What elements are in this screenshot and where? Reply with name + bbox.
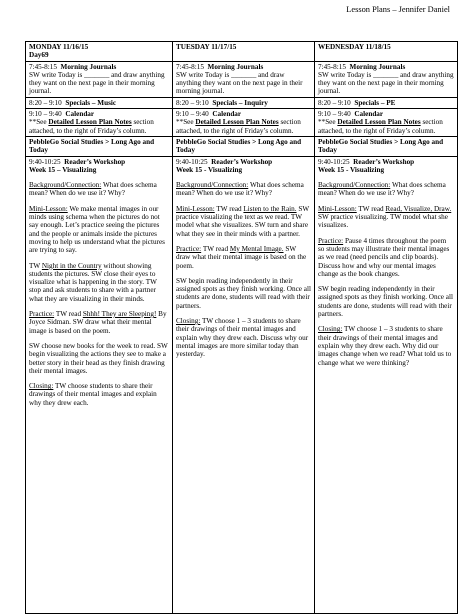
readers-workshop-cell bbox=[26, 156, 173, 613]
morning-journals-cell bbox=[26, 61, 173, 97]
notes-link: Detailed Lesson Plan Notes bbox=[337, 118, 421, 127]
page-header: Lesson Plans – Jennifer Daniel bbox=[346, 5, 450, 14]
label: Morning Journals bbox=[349, 62, 406, 71]
day-header-wednesday bbox=[315, 42, 458, 62]
mini-label: Mini-Lesson: bbox=[176, 204, 215, 213]
practice-text: SW draw what their mental image is based on the poem. bbox=[176, 244, 307, 270]
practice-label: Practice: bbox=[176, 244, 202, 253]
practice-prefix: TW read bbox=[202, 244, 229, 253]
calendar-cell bbox=[173, 109, 315, 137]
practice-label: Practice: bbox=[318, 236, 344, 245]
lesson-plan-table bbox=[25, 41, 458, 614]
notes-prefix: **See bbox=[176, 118, 194, 127]
mini-label: Mini-Lesson: bbox=[29, 204, 68, 213]
time: 9:10 – 9:40 bbox=[29, 110, 62, 119]
morning-journals-cell bbox=[315, 61, 458, 97]
day-header-monday bbox=[26, 42, 173, 62]
closing-label: Closing: bbox=[29, 382, 54, 391]
time: 8:20 – 9:10 bbox=[176, 98, 209, 107]
week: Week 15 - Visualizing bbox=[318, 165, 385, 174]
sw-text: SW begin reading independently in their assigned spots as they finish working. Once all students are done, students will read with their partners. bbox=[318, 285, 453, 319]
calendar-cell bbox=[315, 109, 458, 137]
practice-book: My Mental Image. bbox=[229, 244, 284, 253]
label: Specials – Inquiry bbox=[212, 98, 268, 107]
pebblego-text: PebbleGo Social Studies > Long Ago and Today bbox=[29, 137, 155, 155]
time: 8:20 – 9:10 bbox=[318, 98, 351, 107]
pebblego-text: PebbleGo Social Studies > Long Ago and Today bbox=[318, 137, 444, 155]
bg-text: What does schema mean? When do we use it? Why? bbox=[318, 181, 446, 198]
practice-book: Shhh! They are Sleeping! bbox=[82, 310, 157, 319]
tw-text: without showing students the pictures. SW close their eyes to visualize what is happening in the story. TW stop and ask students to share with a partner what they are visualizing in their minds. bbox=[29, 261, 157, 303]
bg-text: What does schema mean? When do we use it? Why? bbox=[29, 181, 157, 198]
bg-label: Background/Connection: bbox=[176, 181, 249, 190]
week: Week 15 - Visualizing bbox=[176, 165, 243, 174]
pebblego-cell bbox=[315, 136, 458, 156]
readers-workshop-cell bbox=[173, 156, 315, 613]
mini-prefix: TW read bbox=[216, 204, 242, 213]
day-title: TUESDAY 11/17/15 bbox=[176, 43, 237, 51]
week: Week 15 – Visualizing bbox=[29, 165, 97, 174]
readers-workshop-cell bbox=[315, 156, 458, 613]
specials-cell bbox=[173, 97, 315, 108]
practice-text: By Joyce Sidman. SW draw what their mental image is based on the poem. bbox=[29, 310, 167, 335]
mini-text: SW practice visualizing the text as we read. TW model what she visualizes. SW turn and share what they see in their minds with a partner. bbox=[176, 204, 309, 238]
mini-prefix: TW read bbox=[358, 204, 384, 213]
pebblego-cell bbox=[173, 136, 315, 156]
label: Reader’s Workshop bbox=[64, 157, 126, 166]
text: SW write Today is _______ and draw anything they want on the next page in their morning journal. bbox=[318, 70, 454, 96]
time: 9:40-10:25 bbox=[176, 157, 208, 166]
practice-text: Pause 4 times throughout the poem so students may illustrate their mental images as we read (need pencils and clip boards). Discuss how and why our mental images change as the book changes. bbox=[318, 236, 450, 278]
pebblego-text: PebbleGo Social Studies > Long Ago and Today bbox=[176, 137, 302, 155]
notes-prefix: **See bbox=[318, 118, 336, 127]
mini-book: Read, Visualize, Draw. bbox=[385, 204, 452, 213]
label: Calendar bbox=[65, 110, 95, 119]
label: Calendar bbox=[354, 110, 384, 119]
notes-prefix: **See bbox=[29, 118, 47, 127]
text: SW write Today is _______ and draw anything they want on the next page in their morning journal. bbox=[29, 70, 165, 96]
mini-label: Mini-Lesson: bbox=[318, 204, 357, 213]
time: 9:40-10:25 bbox=[318, 157, 350, 166]
closing-label: Closing: bbox=[176, 317, 201, 326]
closing-text: TW choose 1 – 3 students to share their drawings of their mental images and explain why they drew each. Discuss why our mental images are more similar today than yesterday. bbox=[176, 317, 309, 359]
label: Reader’s Workshop bbox=[211, 157, 273, 166]
mini-text: SW practice visualizing. TW model what she visualizes. bbox=[318, 213, 448, 230]
day-title: WEDNESDAY 11/18/15 bbox=[318, 43, 391, 51]
sw-text: SW choose new books for the week to read. SW begin visualizing the actions they see to make a better story in their head as they finish drawing their mental images. bbox=[29, 341, 168, 375]
mini-text: We make mental images in our minds using schema when the pictures do not say enough. Let’s practice seeing the pictures and the people or animals inside the pictures moving to help us understand what the pictures are trying to say. bbox=[29, 204, 165, 255]
label: Calendar bbox=[212, 110, 242, 119]
time: 9:40-10:25 bbox=[29, 157, 61, 166]
notes-text: section attached, to the right of Friday’s column. bbox=[318, 118, 443, 135]
time: 9:10 – 9:40 bbox=[318, 110, 351, 119]
text: SW write Today is _______ and draw anything they want on the next page in their morning journal. bbox=[176, 70, 303, 96]
label: Specials – PE bbox=[354, 98, 396, 107]
notes-text: section attached, to the right of Friday’s column. bbox=[29, 118, 154, 135]
time: 7:45-8:15 bbox=[318, 62, 346, 71]
label: Morning Journals bbox=[207, 62, 264, 71]
closing-text: TW choose 1 – 3 students to share their drawings of their mental images and explain why they drew each. Why did our images change when we read? What told us to change what we were thinking? bbox=[318, 325, 452, 367]
tw-book: Night in the Country bbox=[41, 261, 102, 270]
calendar-cell bbox=[26, 109, 173, 137]
time: 7:45-8:15 bbox=[176, 62, 204, 71]
closing-text: TW choose students to share their drawings of their mental images and explain why they drew each. bbox=[29, 382, 157, 407]
day-number: Day69 bbox=[29, 51, 49, 60]
specials-cell bbox=[26, 97, 173, 108]
practice-prefix: TW read bbox=[55, 310, 82, 319]
tw-prefix: TW bbox=[29, 261, 41, 270]
notes-text: section attached, to the right of Friday’s column. bbox=[176, 118, 301, 135]
bg-label: Background/Connection: bbox=[318, 181, 391, 190]
morning-journals-cell bbox=[173, 61, 315, 97]
label: Reader’s Workshop bbox=[353, 157, 415, 166]
notes-link: Detailed Lesson Plan Notes bbox=[195, 118, 279, 127]
day-header-tuesday bbox=[173, 42, 315, 62]
sw-text: SW begin reading independently in their assigned spots as they finish working. Once all students are done, students will read with their partners. bbox=[176, 276, 311, 310]
practice-label: Practice: bbox=[29, 310, 55, 319]
mini-book: Listen to the Rain. bbox=[243, 204, 297, 213]
bg-text: What does schema mean? When do we use it? Why? bbox=[176, 181, 304, 198]
label: Morning Journals bbox=[60, 62, 117, 71]
bg-label: Background/Connection: bbox=[29, 181, 102, 190]
time: 7:45-8:15 bbox=[29, 62, 57, 71]
label: Specials – Music bbox=[65, 98, 117, 107]
day-title: MONDAY 11/16/15 bbox=[29, 43, 89, 51]
specials-cell bbox=[315, 97, 458, 108]
time: 8:20 – 9:10 bbox=[29, 98, 62, 107]
notes-link: Detailed Lesson Plan Notes bbox=[48, 118, 132, 127]
time: 9:10 – 9:40 bbox=[176, 110, 209, 119]
pebblego-cell bbox=[26, 136, 173, 156]
closing-label: Closing: bbox=[318, 325, 343, 334]
